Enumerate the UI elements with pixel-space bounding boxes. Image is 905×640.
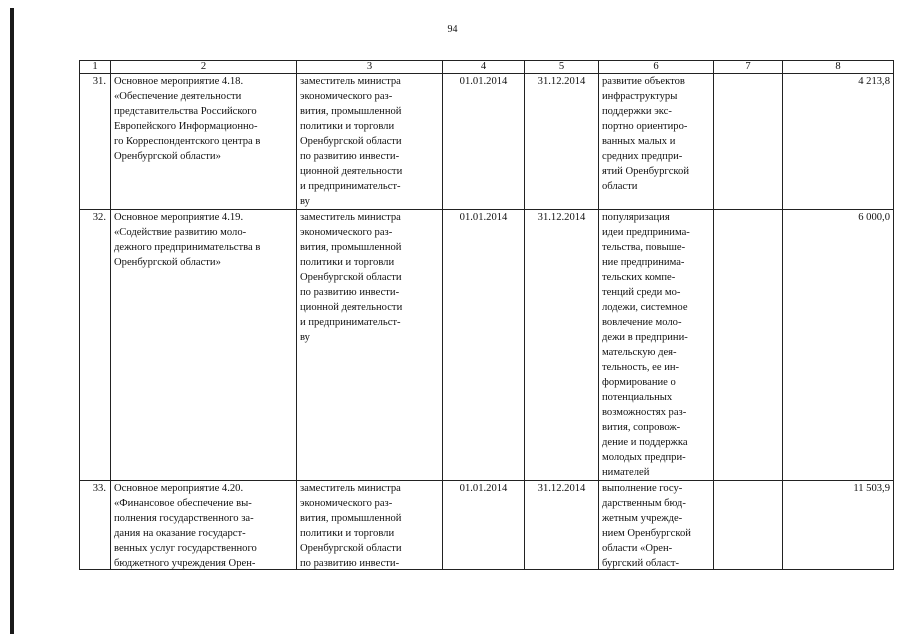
document-table — [79, 60, 894, 570]
column-header: 6 — [599, 61, 714, 74]
start-date: 01.01.2014 — [443, 74, 525, 210]
amount: 11 503,9 — [783, 481, 894, 570]
column-header: 8 — [783, 61, 894, 74]
measure-name-cell — [111, 481, 297, 570]
end-date: 31.12.2014 — [525, 210, 599, 481]
end-date: 31.12.2014 — [525, 74, 599, 210]
column-header: 1 — [80, 61, 111, 74]
table-row — [80, 481, 894, 570]
header-row — [80, 61, 894, 74]
measure-name: Основное мероприятие 4.18. «Обеспечение деятельности представительства Российского Европейского Информационно- го Корреспондентского центра в Оренбургской области» — [111, 74, 297, 210]
end-date: 31.12.2014 — [525, 481, 599, 570]
start-date: 01.01.2014 — [443, 210, 525, 481]
expected-result: развитие объектов инфраструктуры поддержки экс- портно ориентиро- ванных малых и средних предпри- ятий Оренбургской области — [599, 74, 714, 210]
row-number: 31. — [80, 74, 111, 210]
page-number: 94 — [447, 24, 458, 35]
column-header: 2 — [111, 61, 297, 74]
scan-edge — [10, 8, 14, 634]
column-7-cell — [714, 74, 783, 210]
amount: 6 000,0 — [783, 210, 894, 481]
expected-result-cell — [599, 481, 714, 570]
responsible-executor: заместитель министра экономического раз- вития, промышленной политики и торговли Оренбургской области по развитию инвести- — [300, 483, 402, 569]
measure-name: Основное мероприятие 4.20. «Финансовое обеспечение вы- полнения государственного за- дания на оказание государст- венных услуг государственного бюджетного учреждения Орен- — [114, 483, 257, 569]
column-header: 3 — [297, 61, 443, 74]
table-row — [80, 74, 894, 210]
responsible-executor: заместитель министра экономического раз- вития, промышленной политики и торговли Оренбургской области по развитию инвести- ционной деятельности и предпринимательст- ву — [297, 210, 443, 481]
column-7-cell — [714, 210, 783, 481]
column-header: 5 — [525, 61, 599, 74]
column-header: 4 — [443, 61, 525, 74]
responsible-executor-cell — [297, 481, 443, 570]
measure-name: Основное мероприятие 4.19. «Содействие развитию моло- дежного предпринимательства в Оренбургской области» — [111, 210, 297, 481]
amount: 4 213,8 — [783, 74, 894, 210]
table-row — [80, 210, 894, 481]
expected-result: популяризация идеи предпринима- тельства, повыше- ние предпринима- тельских компе- тенций среди мо- лодежи, системное вовлечение моло- дежи в предприни- мательскую дея- тельность, ее ин- формирование о потенциальных возможностях раз- вития, сопровож- дение и поддержка молодых предпри- нимателей — [599, 210, 714, 481]
column-header: 7 — [714, 61, 783, 74]
responsible-executor: заместитель министра экономического раз- вития, промышленной политики и торговли Оренбургской области по развитию инвести- ционной деятельности и предпринимательст- ву — [297, 74, 443, 210]
column-7-cell — [714, 481, 783, 570]
expected-result: выполнение госу- дарственным бюд- жетным учрежде- нием Оренбургской области «Орен- бургский област- — [602, 483, 691, 569]
row-number: 33. — [80, 481, 111, 570]
start-date: 01.01.2014 — [443, 481, 525, 570]
row-number: 32. — [80, 210, 111, 481]
